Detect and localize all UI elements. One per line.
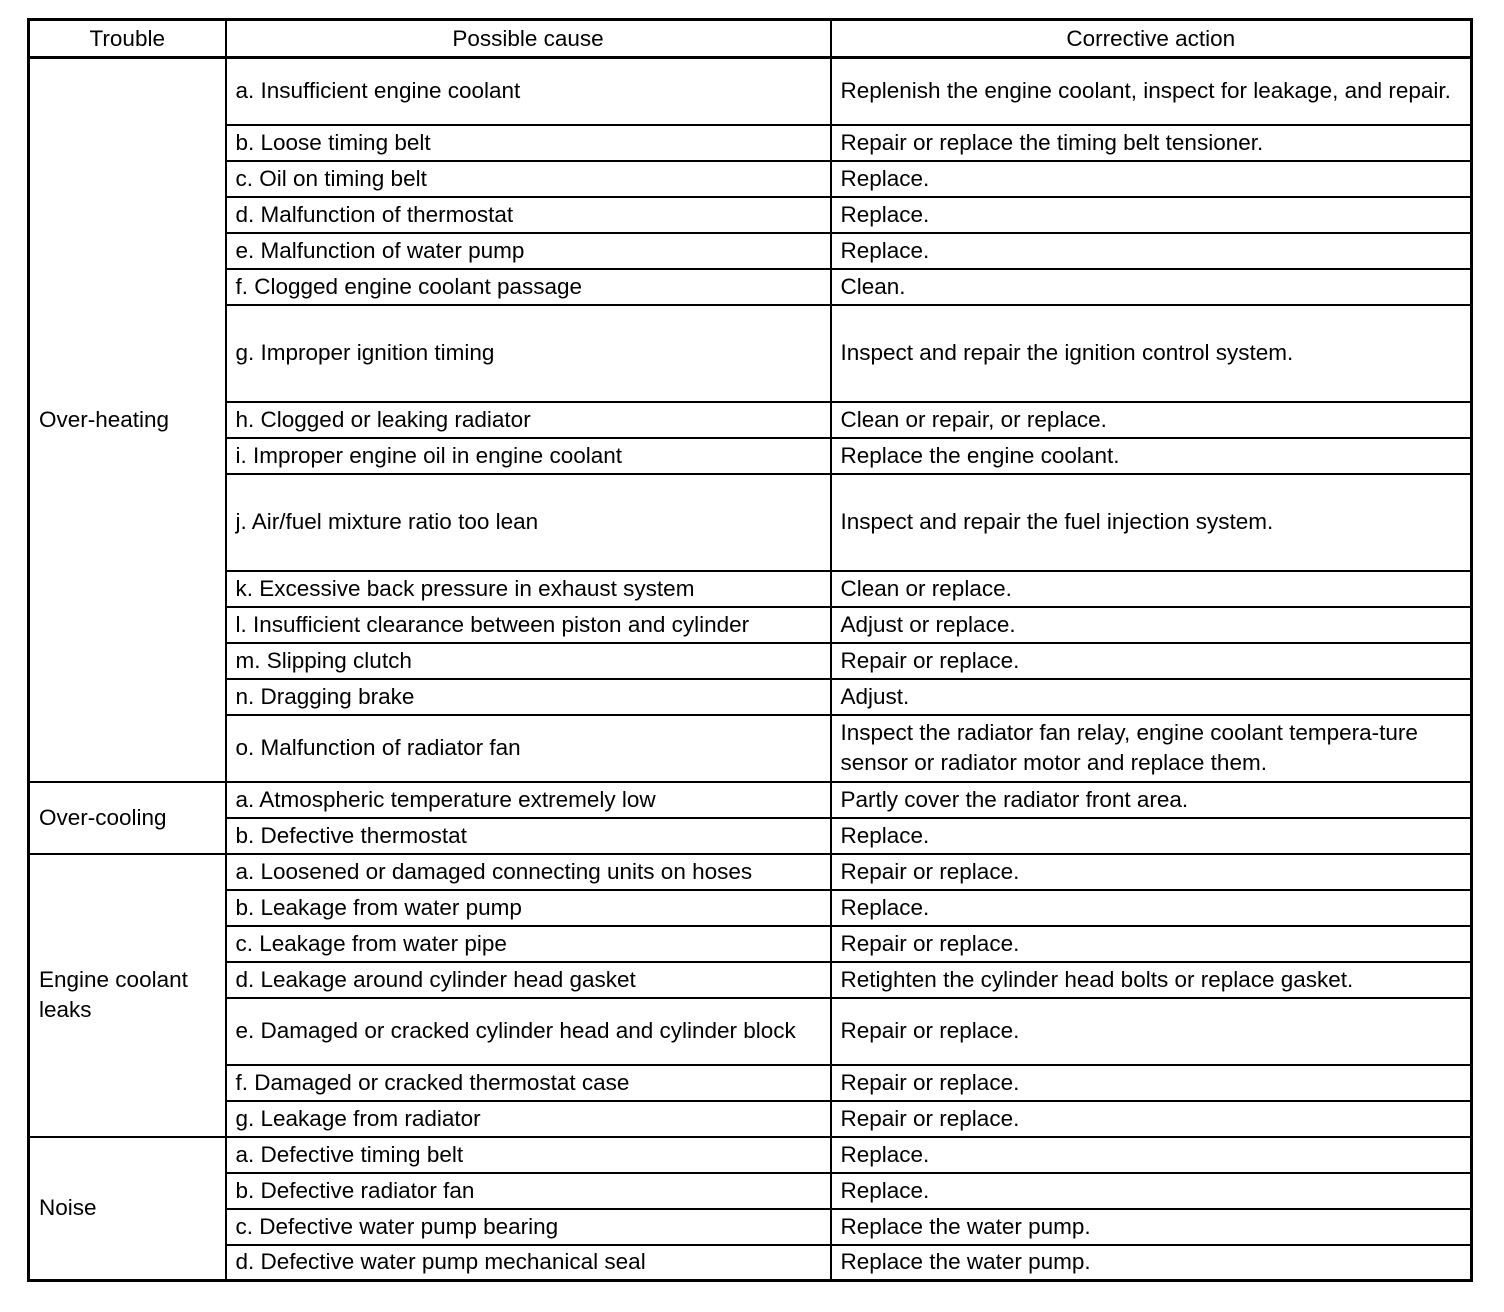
action-cell: Replace the water pump. [831, 1245, 1472, 1281]
action-cell: Inspect and repair the ignition control system. [831, 305, 1472, 402]
action-cell: Repair or replace. [831, 643, 1472, 679]
trouble-cell: Noise [29, 1137, 226, 1281]
action-cell: Partly cover the radiator front area. [831, 782, 1472, 818]
cause-cell: d. Leakage around cylinder head gasket [226, 962, 831, 998]
table-row [29, 1101, 1472, 1137]
cause-cell: d. Defective water pump mechanical seal [226, 1245, 831, 1281]
action-cell: Replace. [831, 1137, 1472, 1173]
header-trouble: Trouble [29, 20, 226, 58]
trouble-cell: Over-cooling [29, 782, 226, 854]
action-cell: Replace. [831, 197, 1472, 233]
cause-cell: d. Malfunction of thermostat [226, 197, 831, 233]
cause-cell: f. Clogged engine coolant passage [226, 269, 831, 305]
trouble-cell: Engine coolant leaks [29, 854, 226, 1137]
troubleshooting-table [27, 18, 1473, 1282]
action-cell: Replace. [831, 890, 1472, 926]
table-row [29, 1137, 1472, 1173]
cause-cell: e. Malfunction of water pump [226, 233, 831, 269]
cause-cell: g. Leakage from radiator [226, 1101, 831, 1137]
table-row [29, 854, 1472, 890]
table-header-row [29, 20, 1472, 58]
cause-cell: c. Leakage from water pipe [226, 926, 831, 962]
table-row [29, 679, 1472, 715]
table-row [29, 818, 1472, 854]
table-row [29, 607, 1472, 643]
cause-cell: b. Defective thermostat [226, 818, 831, 854]
table-row [29, 782, 1472, 818]
action-cell: Retighten the cylinder head bolts or replace gasket. [831, 962, 1472, 998]
action-cell: Replace. [831, 233, 1472, 269]
action-cell: Repair or replace. [831, 854, 1472, 890]
cause-cell: e. Damaged or cracked cylinder head and cylinder block [226, 998, 831, 1065]
cause-cell: b. Defective radiator fan [226, 1173, 831, 1209]
table-row [29, 1173, 1472, 1209]
cause-cell: a. Defective timing belt [226, 1137, 831, 1173]
action-cell: Replace the engine coolant. [831, 438, 1472, 474]
table-row [29, 438, 1472, 474]
table-row [29, 161, 1472, 197]
cause-cell: n. Dragging brake [226, 679, 831, 715]
action-cell: Inspect the radiator fan relay, engine coolant tempera-ture sensor or radiator motor and replace them. [831, 715, 1472, 782]
cause-cell: i. Improper engine oil in engine coolant [226, 438, 831, 474]
table-row [29, 1245, 1472, 1281]
action-cell: Repair or replace. [831, 1065, 1472, 1101]
action-cell: Replace. [831, 161, 1472, 197]
cause-cell: a. Atmospheric temperature extremely low [226, 782, 831, 818]
action-cell: Repair or replace. [831, 998, 1472, 1065]
action-cell: Replace. [831, 1173, 1472, 1209]
table-row [29, 643, 1472, 679]
trouble-cell: Over-heating [29, 58, 226, 782]
action-cell: Clean or replace. [831, 571, 1472, 607]
table-row [29, 715, 1472, 782]
action-cell: Clean or repair, or replace. [831, 402, 1472, 438]
header-corrective-action: Corrective action [831, 20, 1472, 58]
header-possible-cause: Possible cause [226, 20, 831, 58]
table-row [29, 305, 1472, 402]
cause-cell: m. Slipping clutch [226, 643, 831, 679]
table-row [29, 125, 1472, 161]
action-cell: Replace. [831, 818, 1472, 854]
table-row [29, 197, 1472, 233]
action-cell: Replace the water pump. [831, 1209, 1472, 1245]
cause-cell: c. Oil on timing belt [226, 161, 831, 197]
action-cell: Repair or replace the timing belt tensioner. [831, 125, 1472, 161]
cause-cell: f. Damaged or cracked thermostat case [226, 1065, 831, 1101]
action-cell: Replenish the engine coolant, inspect for leakage, and repair. [831, 58, 1472, 125]
cause-cell: j. Air/fuel mixture ratio too lean [226, 474, 831, 571]
table-row [29, 233, 1472, 269]
cause-cell: k. Excessive back pressure in exhaust system [226, 571, 831, 607]
action-cell: Adjust. [831, 679, 1472, 715]
cause-cell: g. Improper ignition timing [226, 305, 831, 402]
cause-cell: a. Insufficient engine coolant [226, 58, 831, 125]
action-cell: Repair or replace. [831, 1101, 1472, 1137]
table-row [29, 1065, 1472, 1101]
cause-cell: a. Loosened or damaged connecting units on hoses [226, 854, 831, 890]
table-row [29, 1209, 1472, 1245]
table-row [29, 926, 1472, 962]
cause-cell: c. Defective water pump bearing [226, 1209, 831, 1245]
table-row [29, 402, 1472, 438]
table-row [29, 962, 1472, 998]
table-row [29, 58, 1472, 125]
table-row [29, 890, 1472, 926]
cause-cell: l. Insufficient clearance between piston and cylinder [226, 607, 831, 643]
action-cell: Repair or replace. [831, 926, 1472, 962]
action-cell: Adjust or replace. [831, 607, 1472, 643]
cause-cell: b. Leakage from water pump [226, 890, 831, 926]
table-body [29, 58, 1472, 1281]
cause-cell: o. Malfunction of radiator fan [226, 715, 831, 782]
table-row [29, 474, 1472, 571]
cause-cell: h. Clogged or leaking radiator [226, 402, 831, 438]
action-cell: Inspect and repair the fuel injection system. [831, 474, 1472, 571]
table-row [29, 571, 1472, 607]
action-cell: Clean. [831, 269, 1472, 305]
cause-cell: b. Loose timing belt [226, 125, 831, 161]
table-row [29, 998, 1472, 1065]
table-row [29, 269, 1472, 305]
